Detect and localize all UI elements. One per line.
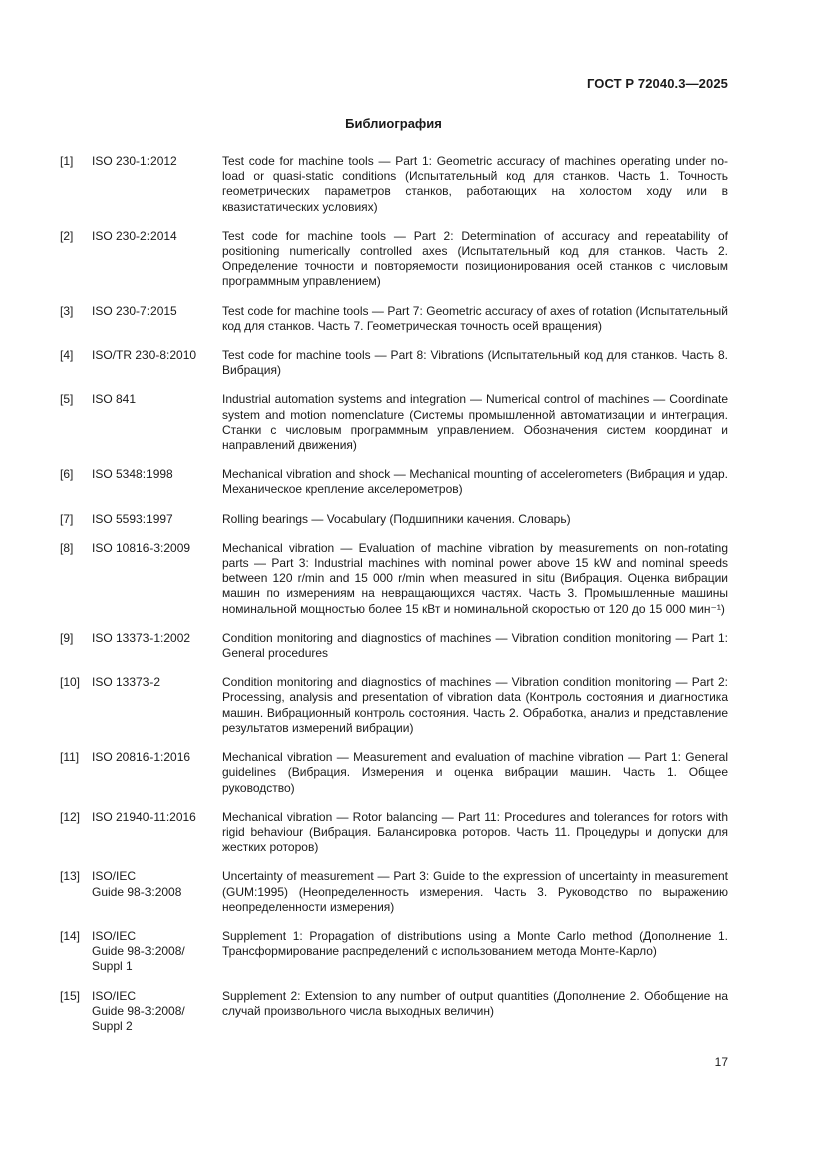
entry-number: [8]	[60, 540, 74, 555]
entry-title: Test code for machine tools — Part 2: Determination of accuracy and repeatability of positioning numerically controlled axes (Испытательный код для станков. Часть 2. Определение точности и повторяемости позиционирования осей станков с числовым программным управлением)	[222, 228, 728, 289]
entry-number: [4]	[60, 348, 74, 363]
entry-title: Test code for machine tools — Part 1: Geometric accuracy of machines operating under no-load or quasi-static conditions (Испытательный код для станков. Часть 1. Точность геометрических параметров станков, работающих на холостом ходу или в квазистатических условиях)	[222, 154, 728, 214]
entry-number: [3]	[60, 303, 74, 318]
entry-title: Mechanical vibration and shock — Mechanical mounting of accelerometers (Вибрация и удар. Механическое крепление акселерометров)	[222, 467, 728, 497]
entry-title: Condition monitoring and diagnostics of machines — Vibration condition monitoring — Part 1: General procedures	[222, 630, 728, 661]
designation-line: Guide 98-3:2008/	[92, 944, 185, 959]
bibliography-entry	[60, 631, 728, 661]
designation-line: ISO 10816-3:2009	[92, 540, 191, 555]
standard-designation	[92, 750, 222, 765]
bibliography-list	[60, 154, 728, 1048]
designation-line: Suppl 1	[92, 959, 133, 974]
standard-designation	[92, 989, 222, 1035]
standard-designation	[92, 348, 222, 363]
entry-title: Industrial automation systems and integration — Numerical control of machines — Coordinate system and motion nomenclature (Системы промышленной автоматизации и интеграция. Станки с числовым программным управлением. Обозначения систем координат и направлений движения)	[222, 392, 728, 453]
bibliography-entry	[60, 675, 728, 736]
standard-designation	[92, 631, 222, 646]
standard-designation	[92, 467, 222, 482]
entry-title: Rolling bearings — Vocabulary (Подшипники качения. Словарь)	[222, 511, 571, 526]
entry-title: Mechanical vibration — Measurement and evaluation of machine vibration — Part 1: General guidelines (Вибрация. Измерения и оценка вибрации машин. Часть 1. Общее руководство)	[222, 750, 728, 795]
standard-designation	[92, 929, 222, 975]
designation-line: ISO 230-2:2014	[92, 228, 177, 243]
entry-number: [6]	[60, 467, 74, 482]
designation-line: ISO/IEC	[92, 928, 137, 943]
bibliography-entry	[60, 512, 728, 527]
designation-line: ISO 13373-2	[92, 675, 161, 690]
bibliography-entry	[60, 929, 728, 975]
designation-line: ISO 5593:1997	[92, 511, 173, 526]
standard-designation	[92, 154, 222, 169]
bibliography-entry	[60, 869, 728, 915]
entry-number: [13]	[60, 869, 81, 884]
designation-line: ISO 230-7:2015	[92, 303, 177, 318]
entry-number: [15]	[60, 988, 81, 1003]
entry-title: Test code for machine tools — Part 7: Geometric accuracy of axes of rotation (Испытательный код для станков. Часть 7. Геометрическая точность осей вращения)	[222, 303, 728, 333]
bibliography-entry	[60, 989, 728, 1035]
bibliography-entry	[60, 750, 728, 796]
entry-number: [12]	[60, 809, 81, 824]
standard-designation	[92, 229, 222, 244]
entry-title: Condition monitoring and diagnostics of machines — Vibration condition monitoring — Part 2: Processing, analysis and presentation of vibration data (Контроль состояния и диагностика машин. Вибрационный контроль состояния. Часть 2. Обработка, анализ и представление результатов измерений вибрации)	[222, 675, 728, 735]
bibliography-entry	[60, 154, 728, 215]
standard-designation	[92, 810, 222, 825]
entry-title: Mechanical vibration — Rotor balancing — Part 11: Procedures and tolerances for rotors with rigid behaviour (Вибрация. Балансировка роторов. Часть 11. Процедуры и допуски для жестких роторов)	[222, 809, 728, 855]
entry-number: [9]	[60, 630, 74, 645]
entry-title: Uncertainty of measurement — Part 3: Guide to the expression of uncertainty in measurement (GUM:1995) (Неопределенность измерения. Часть 3. Руководство по выражению неопределенности измерения)	[222, 869, 728, 914]
designation-line: ISO 20816-1:2016	[92, 750, 191, 765]
entry-title: Supplement 2: Extension to any number of output quantities (Дополнение 2. Обобщение на случай произвольного числа выходных величин)	[222, 988, 728, 1018]
designation-line: ISO 230-1:2012	[92, 154, 177, 168]
entry-number: [5]	[60, 392, 74, 407]
designation-line: ISO/TR 230-8:2010	[92, 348, 197, 363]
entry-title: Test code for machine tools — Part 8: Vibrations (Испытательный код для станков. Часть 8. Вибрация)	[222, 348, 728, 378]
standard-designation	[92, 675, 222, 690]
page-number: 17	[714, 1055, 728, 1069]
standard-designation	[92, 869, 222, 899]
page-title: Библиография	[345, 116, 442, 131]
standard-designation	[92, 392, 222, 407]
bibliography-entry	[60, 810, 728, 856]
standard-designation	[92, 541, 222, 556]
designation-line: ISO 13373-1:2002	[92, 630, 191, 645]
standard-code-header: ГОСТ Р 72040.3—2025	[586, 76, 728, 91]
bibliography-entry	[60, 348, 728, 378]
designation-line: Guide 98-3:2008	[92, 884, 182, 899]
standard-designation	[92, 304, 222, 319]
designation-line: Suppl 2	[92, 1018, 133, 1033]
bibliography-entry	[60, 304, 728, 334]
designation-line: ISO 21940-11:2016	[92, 809, 196, 824]
standard-designation	[92, 512, 222, 527]
bibliography-entry	[60, 229, 728, 290]
designation-line: ISO 5348:1998	[92, 467, 173, 482]
entry-number: [7]	[60, 511, 74, 526]
bibliography-entry	[60, 467, 728, 497]
designation-line: Guide 98-3:2008/	[92, 1003, 185, 1018]
designation-line: ISO/IEC	[92, 988, 137, 1003]
bibliography-entry	[60, 392, 728, 453]
designation-line: ISO 841	[92, 392, 137, 407]
bibliography-entry	[60, 541, 728, 617]
entry-title: Mechanical vibration — Evaluation of machine vibration by measurements on non-rotating parts — Part 3: Industrial machines with nominal power above 15 kW and nominal speeds between 120 r/min and 15 000 r/min when measured in situ (Вибрация. Оценка вибрации машин по измерениям на невращающихся частях. Часть 3. Промышленные машины номинальной мощностью более 15 кВт и номинальной скоростью от 120 до 15 000 мин⁻¹)	[222, 540, 728, 616]
entry-number: [1]	[60, 154, 74, 168]
entry-number: [14]	[60, 928, 81, 943]
entry-number: [11]	[60, 750, 80, 765]
designation-line: ISO/IEC	[92, 869, 137, 884]
entry-number: [10]	[60, 675, 81, 690]
entry-title: Supplement 1: Propagation of distributions using a Monte Carlo method (Дополнение 1. Трансформирование распределений с использованием метода Монте-Карло)	[222, 928, 728, 959]
entry-number: [2]	[60, 228, 74, 243]
